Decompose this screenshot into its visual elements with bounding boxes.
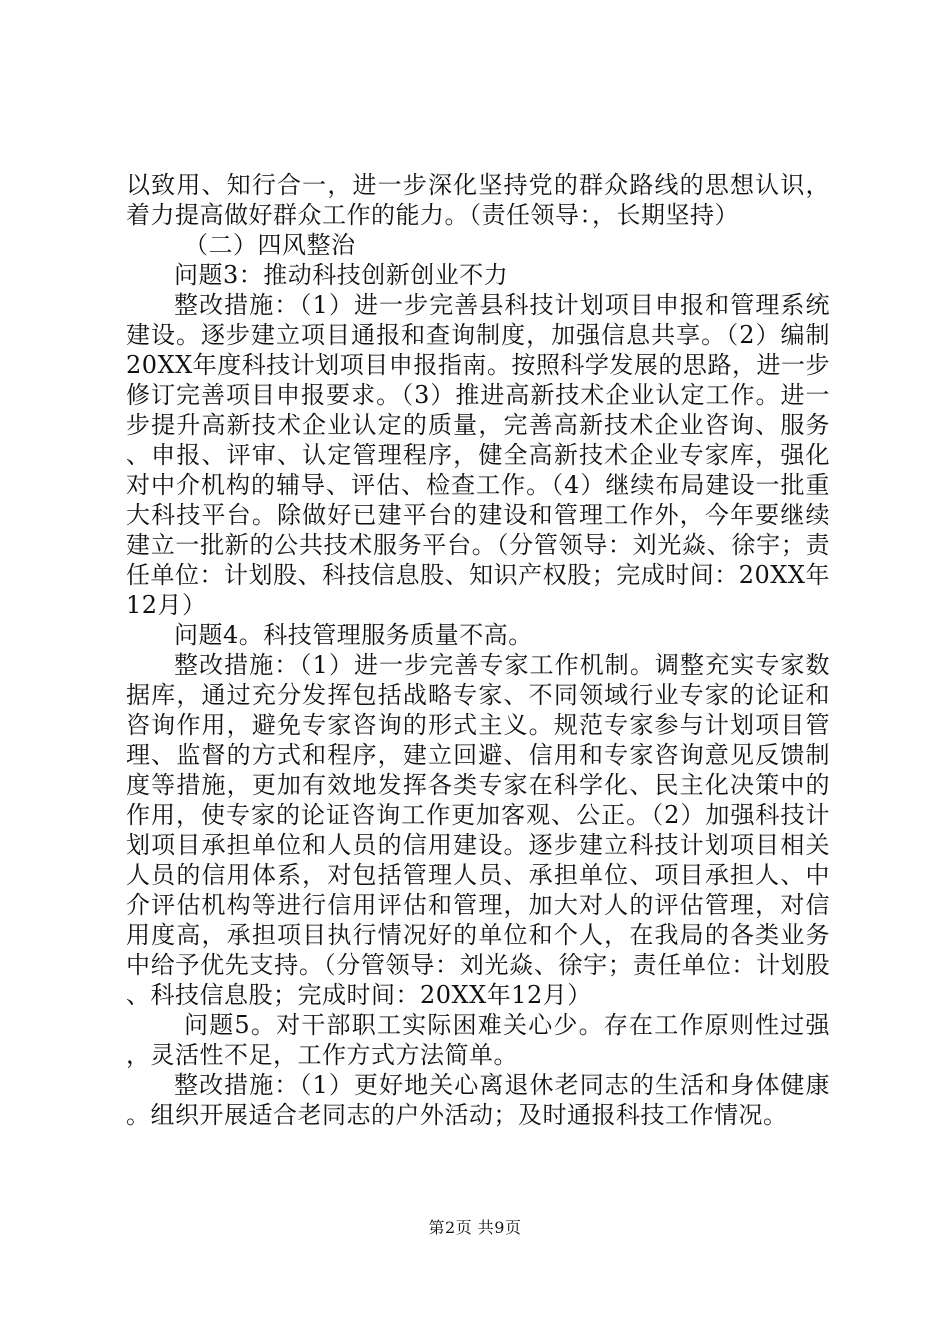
problem-5-measures: 整改措施：（1）更好地关心离退休老同志的生活和身体健康。组织开展适合老同志的户外活动；及时通报科技工作情况。 — [126, 1071, 830, 1129]
page-number-footer: 第2页 共9页 — [428, 1218, 522, 1237]
document-body — [126, 170, 830, 1130]
problem-3-heading: 问题3：推动科技创新创业不力 — [174, 261, 509, 289]
paragraph-continuation: 以致用、知行合一，进一步深化坚持党的群众路线的思想认识，着力提高做好群众工作的能力。（责任领导：，长期坚持） — [126, 171, 830, 229]
problem-3-measures: 整改措施：（1）进一步完善县科技计划项目申报和管理系统建设。逐步建立项目通报和查询制度，加强信息共享。（2）编制20XX年度科技计划项目申报指南。按照科学发展的思路，进一步修订完善项目申报要求。（3）推进高新技术企业认定工作。进一步提升高新技术企业认定的质量，完善高新技术企业咨询、服务、申报、评审、认定管理程序，健全高新技术企业专家库，强化对中介机构的辅导、评估、检查工作。（4）继续布局建设一批重大科技平台。除做好已建平台的建设和管理工作外，今年要继续建立一批新的公共技术服务平台。（分管领导：刘光焱、徐宇；责任单位：计划股、科技信息股、知识产权股；完成时间：20XX年12月） — [126, 291, 830, 619]
problem-4-heading: 问题4。科技管理服务质量不高。 — [174, 621, 533, 649]
section-heading-four-winds: （二）四风整治 — [184, 231, 356, 259]
problem-5-heading: 问题5。对干部职工实际困难关心少。存在工作原则性过强，灵活性不足，工作方式方法简单。 — [126, 1011, 830, 1069]
problem-4-measures: 整改措施：（1）进一步完善专家工作机制。调整充实专家数据库，通过充分发挥包括战略专家、不同领域行业专家的论证和咨询作用，避免专家咨询的形式主义。规范专家参与计划项目管理、监督的方式和程序，建立回避、信用和专家咨询意见反馈制度等措施，更加有效地发挥各类专家在科学化、民主化决策中的作用，使专家的论证咨询工作更加客观、公正。（2）加强科技计划项目承担单位和人员的信用建设。逐步建立科技计划项目相关人员的信用体系，对包括管理人员、承担单位、项目承担人、中介评估机构等进行信用评估和管理，加大对人的评估管理，对信用度高，承担项目执行情况好的单位和个人，在我局的各类业务中给予优先支持。（分管领导：刘光焱、徐宇；责任单位：计划股、科技信息股；完成时间：20XX年12月） — [126, 651, 830, 1009]
